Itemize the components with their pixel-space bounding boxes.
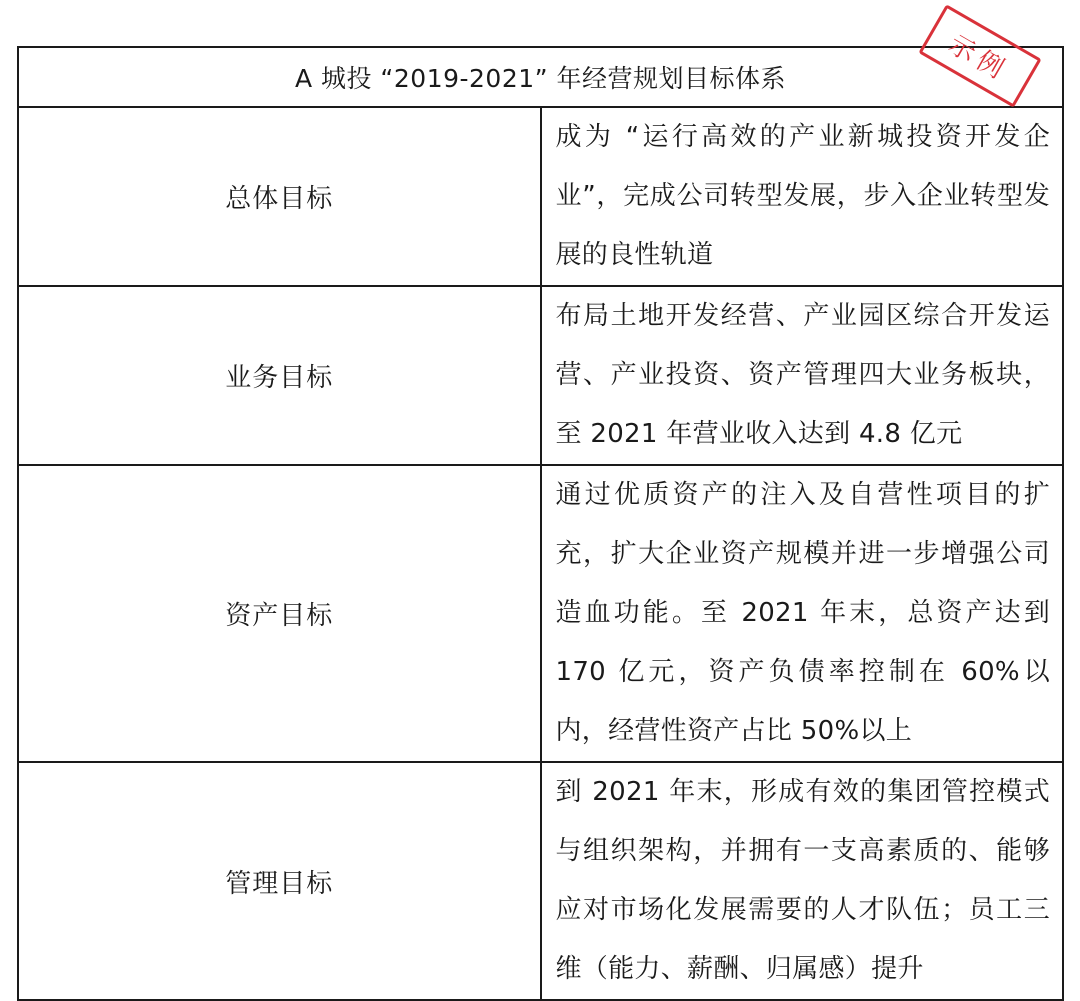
row-content-overall-goal: 成为 “运行高效的产业新城投资开发企业”，完成公司转型发展，步入企业转型发展的良性轨道	[541, 107, 1064, 286]
row-content-business-goal: 布局土地开发经营、产业园区综合开发运营、产业投资、资产管理四大业务板块，至 2021 年营业收入达到 4.8 亿元	[541, 286, 1064, 465]
row-label-business-goal: 业务目标	[18, 286, 541, 465]
table-row	[18, 286, 1063, 465]
stamp-text: 示例	[943, 29, 1014, 88]
table-row	[18, 465, 1063, 762]
row-label-overall-goal: 总体目标	[18, 107, 541, 286]
planning-goals-table	[17, 46, 1064, 1001]
table-title: A 城投 “2019-2021” 年经营规划目标体系	[18, 47, 1063, 107]
row-content-asset-goal: 通过优质资产的注入及自营性项目的扩充，扩大企业资产规模并进一步增强公司造血功能。至 2021 年末，总资产达到 170 亿元，资产负债率控制在 60%以内，经营性资产占比 50%以上	[541, 465, 1064, 762]
table-row	[18, 107, 1063, 286]
row-label-management-goal: 管理目标	[18, 762, 541, 1000]
row-label-asset-goal: 资产目标	[18, 465, 541, 762]
table-row	[18, 762, 1063, 1000]
row-content-management-goal: 到 2021 年末，形成有效的集团管控模式与组织架构，并拥有一支高素质的、能够应对市场化发展需要的人才队伍；员工三维（能力、薪酬、归属感）提升	[541, 762, 1064, 1000]
table-title-row	[18, 47, 1063, 107]
